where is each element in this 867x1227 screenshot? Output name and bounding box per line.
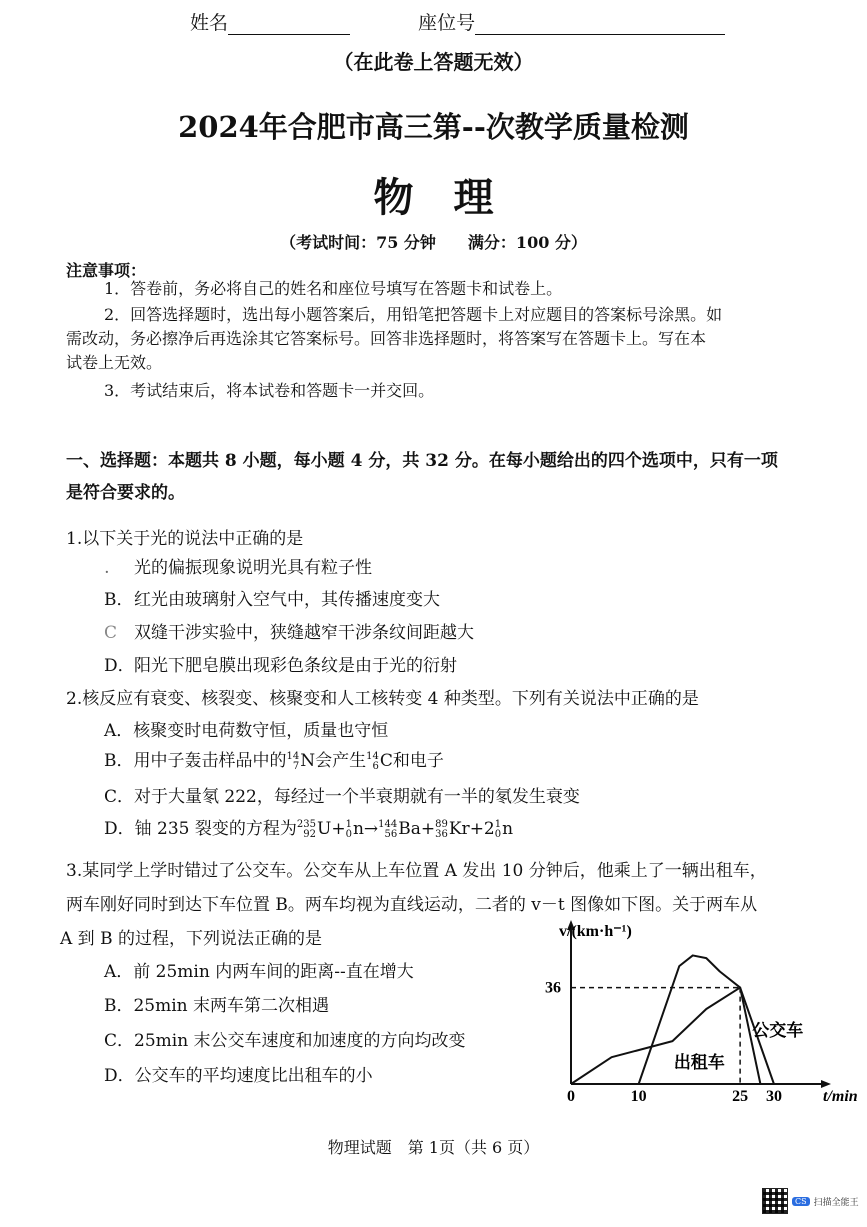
nuclide-u235 — [297, 819, 331, 840]
q1-option-d-label: D． — [104, 656, 135, 676]
q3-option-c: C．25min 末公交车速度和加速度的方向均改变 — [104, 1031, 466, 1051]
reaction-arrow: → — [363, 819, 379, 839]
name-blank — [228, 14, 350, 35]
note-2-cont: 需改动，务必擦净后再选涂其它答案标号。回答非选择题时，将答案写在答题卡上。写在本 — [66, 329, 707, 348]
x-tick-label: 0 — [567, 1088, 575, 1105]
chart-marks — [571, 955, 774, 1084]
notes-heading: 注意事项： — [66, 261, 147, 280]
q1-option-d — [104, 651, 457, 676]
x-axis-arrow — [821, 1080, 831, 1088]
exam-info: （考试时间：75 分钟 满分：100 分） — [280, 233, 587, 252]
nuclide-ba144 — [378, 819, 421, 840]
q1-option-a-label: ․ — [104, 558, 110, 578]
nuclide-charge: 6 — [372, 760, 379, 772]
q1-option-b-label: B． — [104, 590, 134, 610]
header-fields — [190, 8, 725, 35]
q3-option-b: B．25min 末两车第二次相遇 — [104, 996, 330, 1016]
q1-option-c-text: 双缝干涉实验中，狭缝越窄干涉条纹间距越大 — [134, 623, 474, 643]
q1-option-a-text: 光的偏振现象说明光具有粒子性 — [134, 558, 372, 578]
seat-blank — [475, 14, 725, 35]
q1-stem: 1.以下关于光的说法中正确的是 — [66, 529, 304, 549]
vt-chart — [535, 918, 858, 1105]
nuclide-symbol: Ba — [398, 819, 421, 839]
q1-option-c — [104, 618, 474, 643]
invalid-note: （在此卷上答题无效） — [333, 50, 534, 74]
nuclide-kr89 — [435, 819, 470, 840]
nuclide-c14 — [366, 751, 393, 772]
q2-option-d — [104, 814, 513, 840]
exam-title: 2024年合肥市高三第--次教学质量检测 — [178, 110, 689, 144]
nuclide-mass: 1 — [345, 818, 352, 830]
coefficient: +2 — [469, 819, 495, 839]
nuclide-charge: 0 — [494, 828, 502, 840]
nuclide-symbol: U — [316, 819, 332, 839]
name-label: 姓名 — [190, 12, 229, 34]
nuclide-symbol: n — [352, 819, 364, 839]
nuclide-symbol: n — [502, 819, 514, 839]
x-tick-label: 30 — [765, 1088, 782, 1105]
note-2: 2．回答选择题时，选出每小题答案后，用铅笔把答题卡上对应题目的答案标号涂黑。如 — [104, 305, 723, 324]
nuclide-charge: 7 — [292, 760, 300, 772]
q1-option-b — [104, 585, 440, 610]
nuclide-mass: 235 — [296, 818, 316, 830]
nuclide-n14 — [287, 751, 316, 772]
section-heading-cont: 是符合要求的。 — [66, 483, 185, 503]
nuclide-charge: 0 — [345, 828, 352, 840]
y-tick-label: 36 — [545, 979, 561, 997]
q3-option-d: D．公交车的平均速度比出租车的小 — [104, 1066, 373, 1086]
qr-code-icon — [762, 1188, 788, 1214]
x-tick-label: 25 — [732, 1088, 749, 1105]
q3-stem-2: 两车刚好同时到达下车位置 B。两车均视为直线运动，二者的 v－t 图像如下图。关于两车从 — [66, 895, 758, 915]
y-axis-label: v/(km·h⁻¹) — [559, 923, 632, 940]
nuclide-mass: 89 — [435, 818, 448, 830]
nuclide-mass: 1 — [494, 818, 502, 830]
q3-option-a: A．前 25min 内两车间的距离--直在增大 — [104, 962, 414, 982]
q2-option-c: C．对于大量氡 222，每经过一个半衰期就有一半的氡发生衰变 — [104, 787, 580, 807]
q2-option-b-mid: 会产生 — [315, 751, 367, 771]
nuclide-mass: 14 — [286, 750, 300, 762]
note-2-cont2: 试卷上无效。 — [66, 353, 163, 372]
scanner-text: 扫描全能王 — [813, 1197, 859, 1208]
series-label-bus: 公交车 — [752, 1020, 804, 1040]
q2-option-b — [104, 746, 444, 772]
nuclide-neutron-2 — [495, 819, 513, 840]
subject-title: 物理 — [373, 174, 534, 221]
nuclide-neutron — [346, 819, 364, 840]
series-label-taxi: 出租车 — [673, 1052, 725, 1072]
nuclide-symbol: N — [300, 751, 316, 771]
q2-option-d-pre: D．铀 235 裂变的方程为 — [104, 819, 297, 839]
page-footer: 物理试题 第 1页（共 6 页） — [327, 1138, 540, 1157]
nuclide-charge: 92 — [303, 828, 316, 840]
plus-sign: + — [331, 819, 346, 839]
q1-option-b-text: 红光由玻璃射入空气中，其传播速度变大 — [134, 590, 440, 610]
q2-option-b-post: 和电子 — [392, 751, 444, 771]
nuclide-charge: 56 — [384, 828, 398, 840]
scanner-stamp — [762, 1188, 859, 1214]
plus-sign: + — [420, 819, 436, 839]
q2-option-a: A．核聚变时电荷数守恒，质量也守恒 — [104, 721, 389, 741]
nuclide-symbol: C — [379, 751, 393, 771]
note-1: 1．答卷前，务必将自己的姓名和座位号填写在答题卡和试卷上。 — [104, 279, 563, 298]
scanner-badge: CS — [792, 1197, 810, 1206]
q2-stem: 2.核反应有衰变、核裂变、核聚变和人工核转变 4 种类型。下列有关说法中正确的是 — [66, 689, 699, 709]
q1-option-d-text: 阳光下肥皂膜出现彩色条纹是由于光的衍射 — [134, 656, 457, 676]
q3-stem-1: 3.某同学上学时错过了公交车。公交车从上车位置 A 发出 10 分钟后，他乘上了一辆出租车， — [66, 861, 767, 881]
seat-label: 座位号 — [418, 12, 476, 34]
x-tick-label: 10 — [630, 1088, 647, 1105]
nuclide-mass: 144 — [378, 818, 398, 830]
q2-option-b-pre: B．用中子轰击样品中的 — [104, 751, 287, 771]
section-heading: 一、选择题：本题共 8 小题，每小题 4 分，共 32 分。在每小题给出的四个选项中，只有一项 — [66, 451, 778, 471]
nuclide-symbol: Kr — [448, 819, 470, 839]
q1-option-c-label: C — [104, 623, 118, 643]
q3-stem-3: A 到 B 的过程，下列说法正确的是 — [60, 929, 322, 949]
nuclide-charge: 36 — [435, 828, 448, 840]
note-3: 3．考试结束后，将本试卷和答题卡一并交回。 — [104, 381, 435, 400]
nuclide-mass: 14 — [366, 750, 379, 762]
q1-option-a — [104, 553, 372, 578]
x-axis-label: t/min — [823, 1088, 858, 1105]
